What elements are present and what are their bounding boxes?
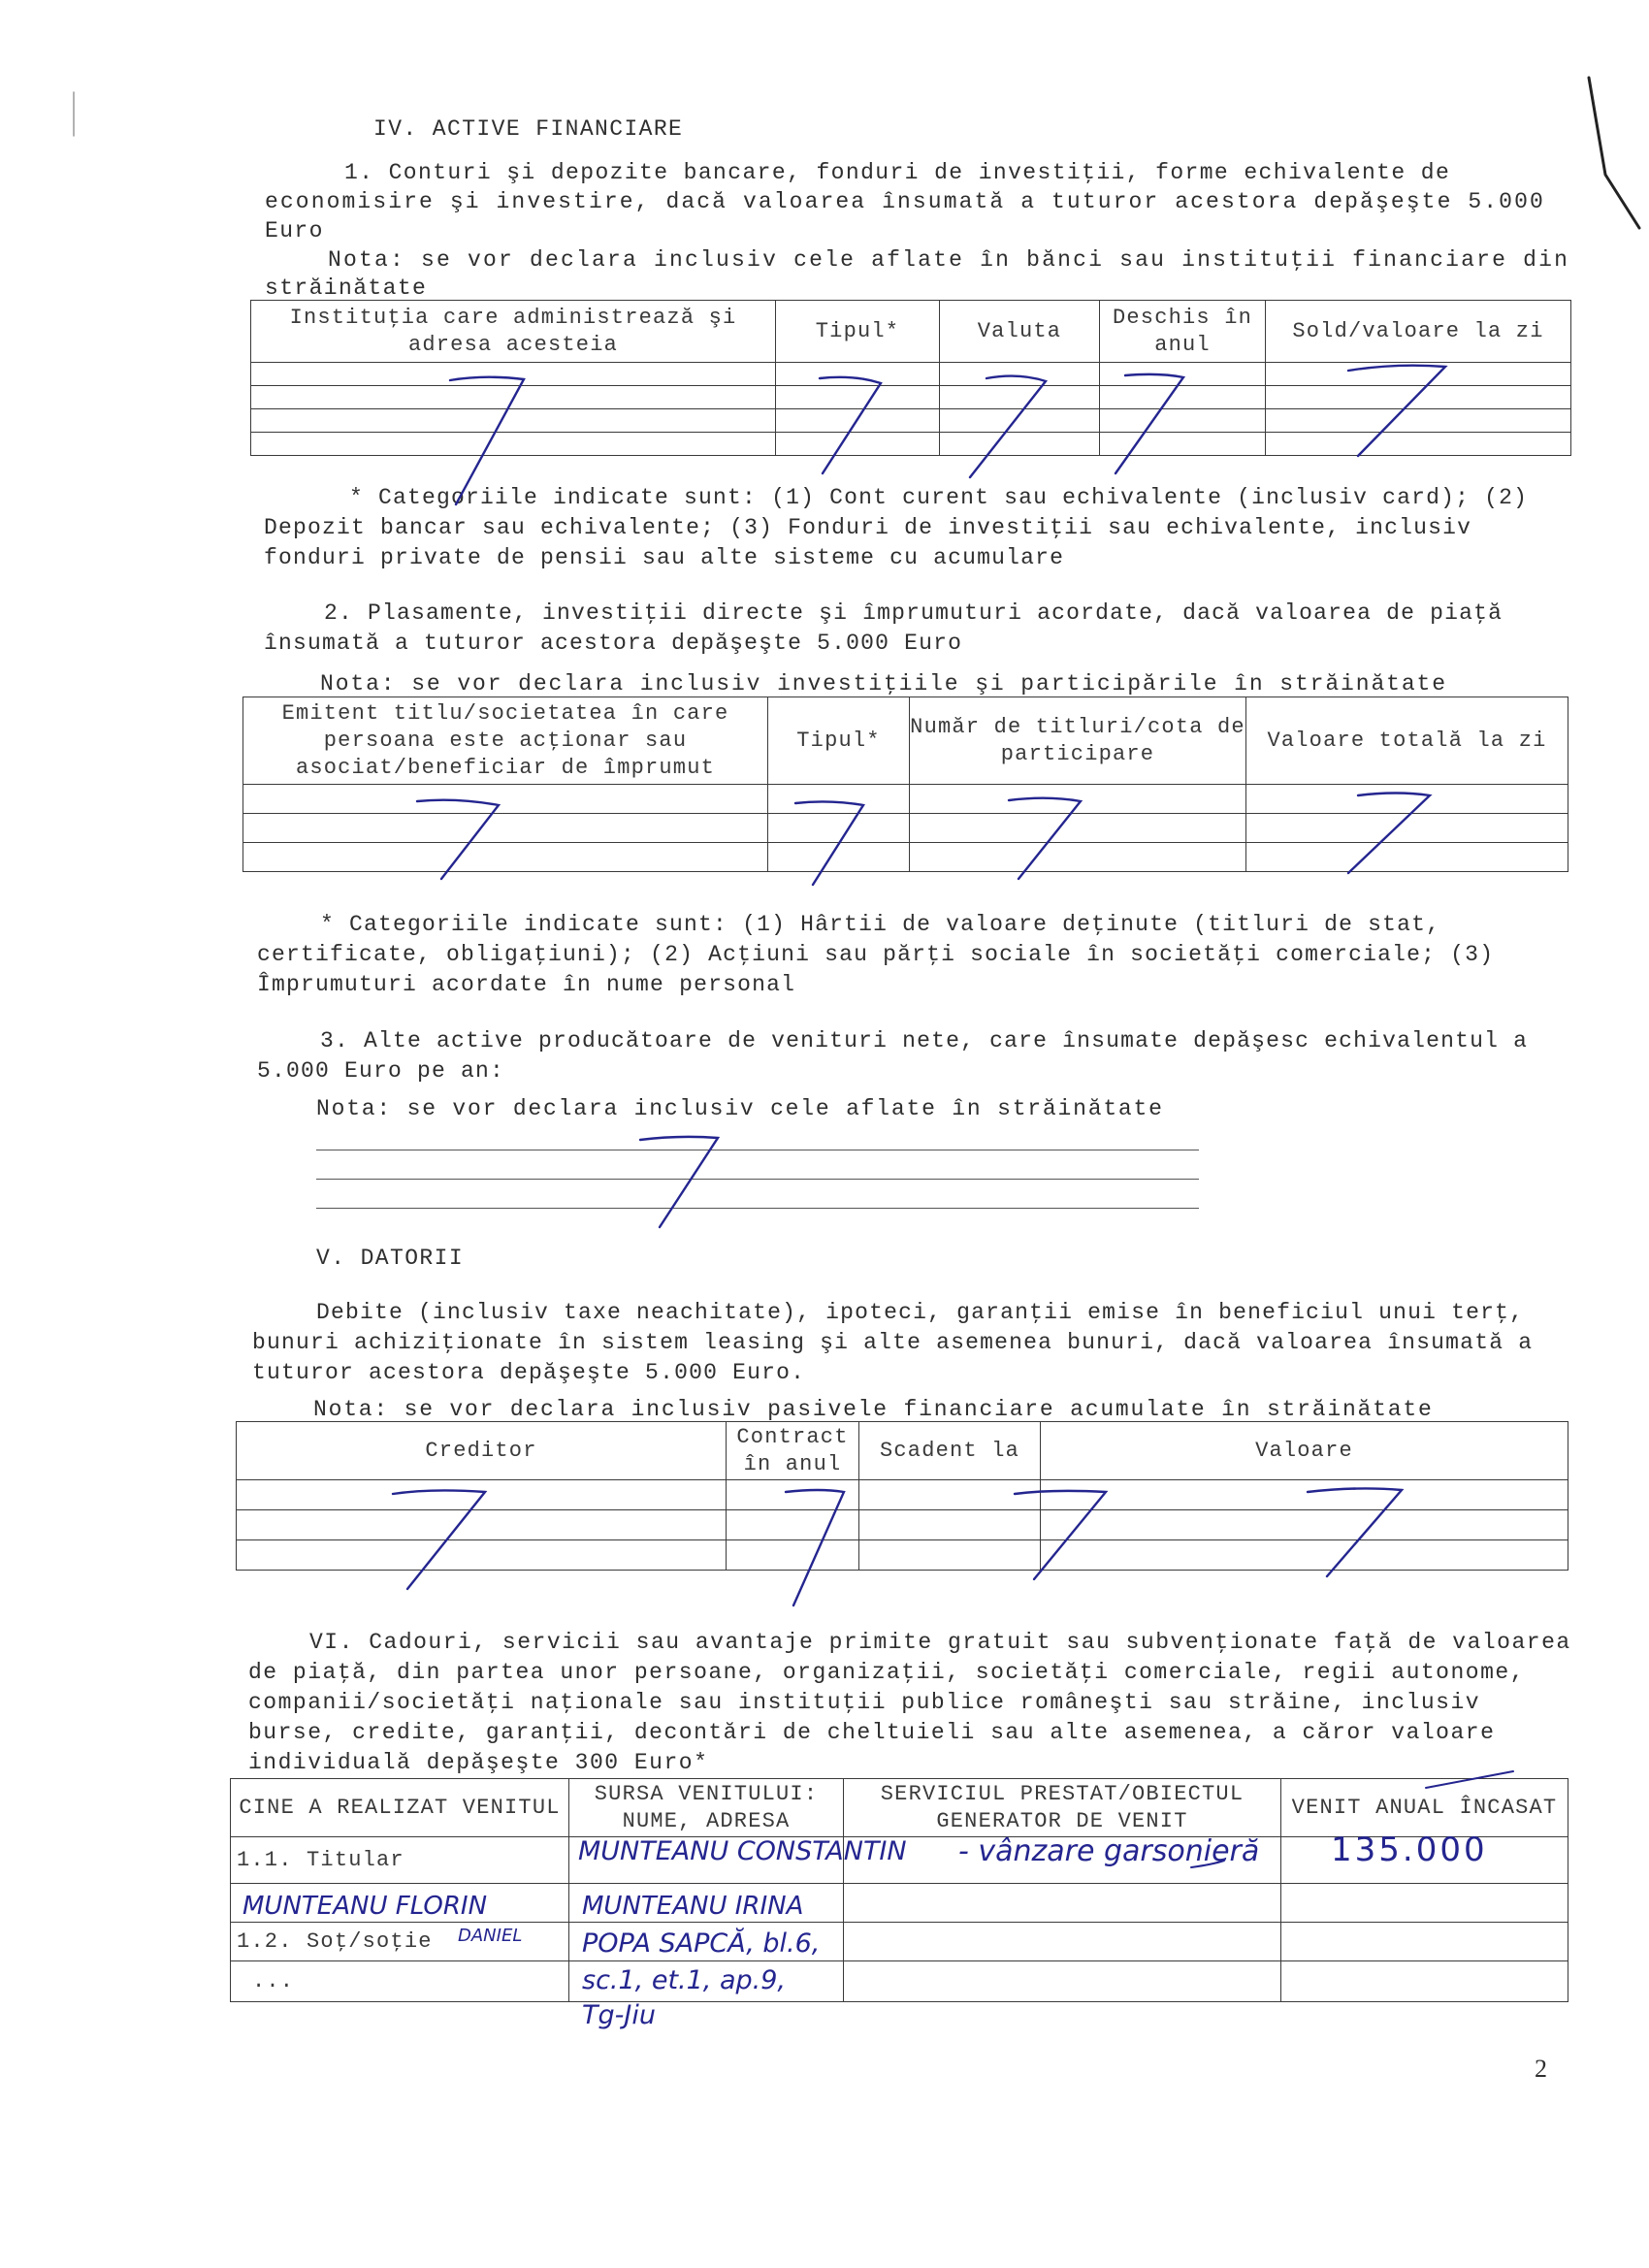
item1-text-line1: 1. Conturi şi depozite bancare, fonduri de investiţii, forme echivalente de: [344, 160, 1451, 185]
item2-footnote: * Categoriile indicate sunt: (1) Hârtii de valoare deţinute (titluri de stat, certificate, obligaţiuni); (2) Acţiuni sau părţi sociale în societăţi comerciale; (3) Împrumuturi acordate în nume personal: [257, 912, 1495, 997]
item1-text-line2: economisire şi investire, dacă valoarea însumată a tuturor acestora depăşeşte 5.000: [265, 189, 1545, 214]
th-service: SERVICIUL PRESTAT/OBIECTUL GENERATOR DE VENIT: [844, 1779, 1281, 1837]
handwritten-service: - vânzare garsonieră: [958, 1834, 1260, 1868]
item2-note: Nota: se vor declara inclusiv investiţiile şi participările în străinătate: [320, 671, 1447, 697]
row-more-label: ...: [231, 1961, 569, 2002]
gifts-table: [230, 1778, 1568, 2002]
section-iv-title: IV. ACTIVE FINANCIARE: [373, 116, 684, 142]
table-row: [243, 814, 1568, 843]
handwritten-address-line1: POPA SAPCĂ, bl.6,: [582, 1928, 821, 1959]
handwritten-extra-source: MUNTEANU IRINA: [582, 1892, 804, 1921]
table-row: [237, 1510, 1568, 1540]
th-type: Tipul*: [776, 301, 940, 363]
table-row: [251, 363, 1571, 386]
item1-footnote: * Categoriile indicate sunt: (1) Cont curent sau echivalente (inclusiv card); (2) Depozit bancar sau echivalente; (3) Fonduri de investiţii sau echivalente, inclusiv fonduri private de pensii sau alte sisteme cu acumulare: [264, 485, 1529, 570]
item2-text: 2. Plasamente, investiţii directe şi împrumuturi acordate, dacă valoarea de piaţă însumată a tuturor acestora depăşeşte 5.000 Euro: [264, 600, 1504, 656]
item1-text-line3: Euro: [265, 218, 324, 243]
th-type: Tipul*: [768, 697, 910, 785]
handwritten-income: 135.000: [1331, 1831, 1488, 1869]
item1-note-line2: străinătate: [265, 275, 428, 301]
section-v-note: Nota: se vor declara inclusiv pasivele financiare acumulate în străinătate: [313, 1397, 1434, 1422]
th-due: Scadent la: [859, 1422, 1041, 1480]
table-row: [251, 433, 1571, 456]
item3-note: Nota: se vor declara inclusiv cele aflate în străinătate: [316, 1096, 1164, 1121]
table-row: [237, 1480, 1568, 1510]
th-balance: Sold/valoare la zi: [1266, 301, 1571, 363]
row-titular-label: 1.1. Titular: [231, 1837, 569, 1884]
row-spouse-label: 1.2. Soţ/soţie: [231, 1923, 569, 1961]
th-total-value: Valoare totală la zi: [1246, 697, 1568, 785]
blank-line: [316, 1208, 1199, 1209]
th-currency: Valuta: [940, 301, 1100, 363]
table-row: [237, 1540, 1568, 1571]
handwritten-address-line2: sc.1, et.1, ap.9,: [582, 1965, 786, 1995]
margin-mark: [1589, 78, 1639, 228]
debts-table: [236, 1421, 1568, 1571]
table-row: [243, 785, 1568, 814]
section-v-title: V. DATORII: [316, 1246, 465, 1271]
table-row: [243, 843, 1568, 872]
handwritten-source-titular: MUNTEANU CONSTANTIN: [578, 1836, 907, 1866]
th-who: CINE A REALIZAT VENITUL: [231, 1779, 569, 1837]
th-opened-year: Deschis în anul: [1100, 301, 1266, 363]
bank-accounts-table: [250, 300, 1571, 456]
th-value: Valoare: [1041, 1422, 1568, 1480]
th-shares: Număr de titluri/cota de participare: [910, 697, 1246, 785]
table-row: [251, 386, 1571, 409]
th-creditor: Creditor: [237, 1422, 727, 1480]
th-income: VENIT ANUAL ÎNCASAT: [1281, 1779, 1568, 1837]
handwritten-extra-person: MUNTEANU FLORIN: [242, 1892, 488, 1921]
table-row: [251, 409, 1571, 433]
th-contract-year: Contract în anul: [727, 1422, 859, 1480]
th-issuer: Emitent titlu/societatea în care persoana este acţionar sau asociat/beneficiar de împrumut: [243, 697, 768, 785]
blank-line: [316, 1179, 1199, 1180]
handwritten-extra-person-suffix: DANIEL: [458, 1926, 523, 1946]
investments-table: [242, 697, 1568, 872]
th-source: SURSA VENITULUI: NUME, ADRESA: [569, 1779, 844, 1837]
th-institution: Instituţia care administrează şi adresa acesteia: [251, 301, 776, 363]
handwritten-address-line3: Tg-Jiu: [582, 2000, 656, 2030]
item1-note-line1: Nota: se vor declara inclusiv cele aflate în bănci sau instituţii financiare din: [328, 247, 1570, 273]
section-v-text: Debite (inclusiv taxe neachitate), ipoteci, garanţii emise în beneficiul unui terţ, bunuri achiziţionate în sistem leasing şi alte asemenea bunuri, dacă valoarea însumată a tuturor acestora depăşeşte 5.000 Euro.: [252, 1300, 1534, 1385]
section-vi-text: VI. Cadouri, servicii sau avantaje primite gratuit sau subvenţionate faţă de valoarea de piaţă, din partea unor persoane, organizaţii, societăţi comerciale, regii autonome, companii/societăţi naţionale sau instituţii publice româneşti sau străine, inclusiv burse, credite, garanţii, decontări de cheltuieli sau alte asemenea, a căror valoare individuală depăşeşte 300 Euro*: [248, 1630, 1571, 1775]
item3-text: 3. Alte active producătoare de venituri nete, care însumate depăşesc echivalentul a 5.000 Euro pe an:: [257, 1028, 1529, 1084]
page-number: 2: [1535, 2055, 1549, 2083]
